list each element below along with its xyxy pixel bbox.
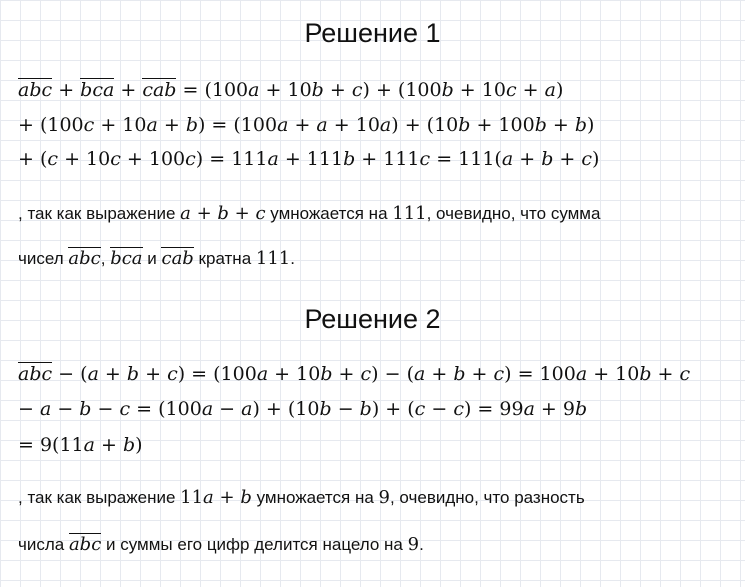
math-text: ) = 100	[504, 363, 576, 385]
math-variable: b	[122, 434, 136, 456]
overline-number-abc: abc	[68, 248, 101, 269]
math-text	[110, 248, 142, 269]
math-text: ) = 111	[195, 148, 268, 170]
math-variable: c	[453, 398, 464, 420]
math-variable: a	[316, 114, 328, 136]
math-text: + 10	[268, 363, 321, 385]
math-text: −	[331, 398, 360, 420]
math-text: −	[18, 398, 40, 420]
math-text: (100	[204, 79, 249, 101]
math-text: +	[332, 363, 361, 385]
math-text: ) + (	[371, 398, 415, 420]
math-variable: b	[311, 79, 324, 101]
math-text: + 10	[327, 114, 380, 136]
math-text	[68, 248, 100, 269]
overline-number-cab: cab	[161, 248, 194, 269]
math-text: + 10	[453, 79, 506, 101]
math-text: + 10	[259, 79, 312, 101]
math-text: 9	[407, 534, 420, 555]
math-text: ) + (10	[252, 398, 320, 420]
math-text: )	[555, 79, 564, 101]
math-variable: b	[319, 398, 332, 420]
math-text: +	[190, 203, 218, 224]
math-text: .	[290, 249, 295, 268]
math-text: ) = (100	[197, 114, 278, 136]
solution-2-equation-line-3	[18, 431, 143, 459]
math-text: +	[288, 114, 317, 136]
math-variable: c	[185, 148, 196, 170]
overline-number-cab: cab	[142, 79, 177, 101]
math-text: , очевидно, что сумма	[426, 204, 601, 223]
solution-1-title: Решение 1	[304, 18, 441, 48]
math-text: кратна	[193, 249, 256, 268]
math-variable: b	[240, 487, 252, 508]
math-variable: c	[351, 79, 363, 101]
math-text: +	[213, 487, 241, 508]
math-variable: a	[256, 363, 269, 385]
math-text: умножается на	[251, 488, 379, 507]
math-text: +	[651, 363, 680, 385]
math-text: + 10	[94, 114, 147, 136]
math-variable: c	[419, 148, 431, 170]
math-variable: a	[544, 79, 556, 101]
math-variable: a	[39, 398, 52, 420]
math-variable: b	[534, 114, 547, 136]
math-text: + (	[18, 148, 48, 170]
solution-2-title: Решение 2	[304, 304, 441, 334]
overline-number-abc: abc	[18, 79, 53, 101]
math-variable: a	[277, 114, 289, 136]
math-text: +	[425, 363, 454, 385]
math-text: −	[91, 398, 120, 420]
math-text: + 111	[355, 148, 420, 170]
math-variable: c	[83, 114, 95, 136]
math-variable: c	[679, 363, 691, 385]
math-variable: b	[359, 398, 372, 420]
solution-1-equation-line-1	[18, 76, 563, 104]
solution-2-explanation-line-2	[18, 531, 424, 559]
math-text	[180, 203, 265, 224]
math-variable: c	[581, 148, 593, 170]
math-text: +	[120, 79, 143, 101]
math-text: умножается на	[265, 204, 393, 223]
math-variable: b	[453, 363, 466, 385]
math-text: +	[58, 79, 81, 101]
math-variable: a	[267, 148, 279, 170]
math-variable: a	[501, 148, 514, 170]
math-variable: c	[167, 363, 178, 385]
math-text: и суммы его цифр делится нацело на	[101, 535, 408, 554]
math-text: +	[94, 434, 123, 456]
math-text: +	[228, 203, 256, 224]
math-text: ,	[100, 249, 111, 268]
overline-number-bca: bca	[110, 248, 143, 269]
math-text: 111	[392, 203, 427, 224]
math-text: +	[546, 114, 575, 136]
overline-number-abc: abc	[68, 534, 102, 555]
math-text: +	[516, 79, 545, 101]
math-variable: b	[541, 148, 554, 170]
math-variable: c	[493, 363, 505, 385]
solution-2-equation-line-1	[18, 360, 690, 388]
math-text: + 100	[470, 114, 535, 136]
solution-1-explanation-line-2	[18, 245, 295, 273]
math-text: )	[135, 434, 143, 456]
math-variable: a	[413, 363, 426, 385]
math-variable: c	[255, 203, 266, 224]
math-variable: b	[320, 363, 333, 385]
math-variable: b	[458, 114, 471, 136]
math-variable: c	[110, 148, 121, 170]
math-variable: a	[523, 398, 535, 420]
solution-2-explanation-line-1	[18, 484, 585, 512]
solution-1-equation-line-2	[18, 111, 594, 139]
math-variable: b	[217, 203, 229, 224]
math-text	[161, 248, 193, 269]
math-text: −	[425, 398, 454, 420]
math-variable: b	[639, 363, 652, 385]
math-variable: a	[203, 487, 214, 508]
math-variable: a	[379, 114, 392, 136]
math-variable: b	[185, 114, 198, 136]
math-text: 111	[255, 248, 291, 269]
math-variable: a	[83, 434, 95, 456]
math-text: + 111	[278, 148, 344, 170]
math-text: , очевидно, что разность	[389, 488, 585, 507]
solution-1-explanation-line-1	[18, 200, 600, 228]
math-text: 9	[378, 487, 390, 508]
math-text: =	[182, 79, 205, 101]
math-variable: b	[574, 114, 588, 136]
math-text: ) + (100	[362, 79, 442, 101]
math-text: +	[98, 363, 127, 385]
math-variable: c	[360, 363, 372, 385]
math-variable: a	[575, 363, 588, 385]
math-text: + 10	[587, 363, 640, 385]
math-variable: b	[79, 398, 92, 420]
math-variable: b	[441, 79, 454, 101]
math-text: чисел	[18, 249, 69, 268]
math-text: , так как выражение	[18, 204, 181, 223]
math-variable: c	[119, 398, 131, 420]
math-text: числа	[18, 535, 69, 554]
math-text: +	[323, 79, 352, 101]
math-variable: c	[505, 79, 517, 101]
math-text: + (100	[18, 114, 84, 136]
math-variable: a	[146, 114, 158, 136]
math-text: −	[213, 398, 242, 420]
math-text: = 9(11	[18, 434, 84, 456]
math-text: 11	[180, 487, 204, 508]
overline-number-abc: abc	[18, 363, 53, 385]
math-variable: c	[47, 148, 59, 170]
solution-1-equation-line-3	[18, 145, 599, 173]
math-text: +	[553, 148, 582, 170]
math-text: )	[592, 148, 600, 170]
math-text: +	[139, 363, 168, 385]
math-text: ) + (10	[391, 114, 459, 136]
math-text: + 100	[120, 148, 186, 170]
math-text: +	[513, 148, 542, 170]
math-text: .	[419, 535, 424, 554]
math-variable: a	[180, 203, 191, 224]
math-variable: b	[574, 398, 588, 420]
math-text: ) = (100	[177, 363, 257, 385]
math-variable: a	[87, 363, 99, 385]
math-text: и	[142, 249, 162, 268]
math-variable: b	[126, 363, 140, 385]
overline-number-bca: bca	[80, 79, 115, 101]
math-text: ) − (	[371, 363, 414, 385]
math-text: + 9	[534, 398, 575, 420]
math-text: +	[465, 363, 494, 385]
math-text: = 111(	[430, 148, 502, 170]
math-text: = (100	[130, 398, 202, 420]
math-text: )	[587, 114, 595, 136]
math-variable: a	[241, 398, 253, 420]
math-variable: b	[343, 148, 356, 170]
solution-2-equation-line-2	[18, 395, 587, 423]
math-text	[180, 487, 252, 508]
math-variable: a	[201, 398, 214, 420]
math-text	[69, 534, 101, 555]
math-text: , так как выражение	[18, 488, 181, 507]
math-text: + 10	[58, 148, 111, 170]
math-text: ) = 99	[463, 398, 524, 420]
math-text: − (	[52, 363, 88, 385]
math-variable: c	[414, 398, 426, 420]
math-variable: a	[248, 79, 260, 101]
math-text: +	[157, 114, 186, 136]
math-text: −	[51, 398, 80, 420]
